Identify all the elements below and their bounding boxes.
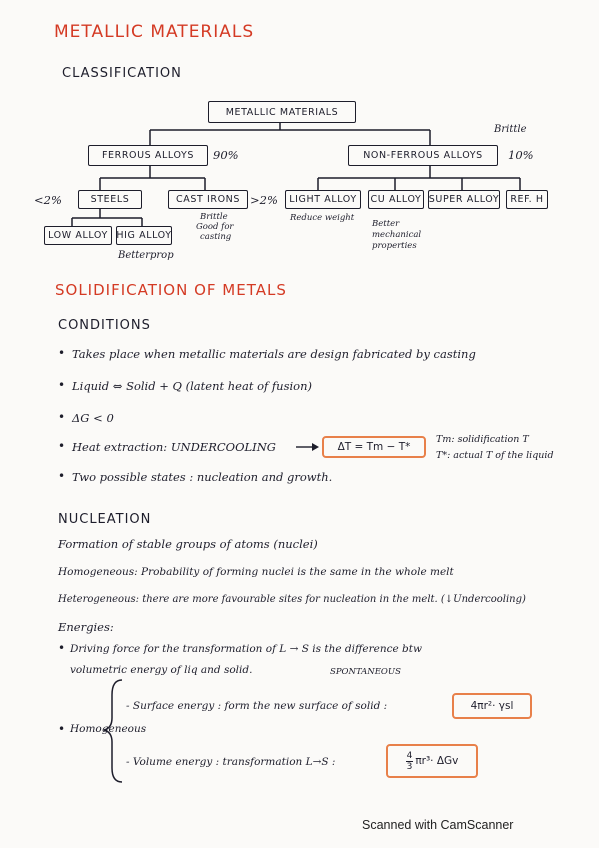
bullet-dot: • [58,641,66,655]
nucleation-definition: Formation of stable groups of atoms (nuclei) [58,537,318,551]
ref-node: REF. H [506,190,548,209]
cast-note-1: Brittle [200,212,228,222]
undercooling-formula-box: ΔT = Tm − T* [322,436,426,458]
bullet-dot: • [58,439,66,453]
super-alloy-node: SUPER ALLOY [428,190,500,209]
bullet-dot: • [58,378,66,392]
volume-energy-formula-box [386,744,478,778]
condition-2: Liquid ⇔ Solid + Q (latent heat of fusion) [72,379,312,393]
heterogeneous-definition: Heterogeneous: there are more favourable sites for nucleation in the melt. (↓Undercooling) [58,594,526,605]
volume-energy: - Volume energy : transformation L→S : [126,756,336,768]
bullet-dot: • [58,722,66,736]
condition-1: Takes place when metallic materials are design fabricated by casting [72,347,476,361]
bullet-dot: • [58,346,66,360]
tm-note: Tm: solidification T [436,434,529,445]
volume-energy-formula: πr³· ΔGv [415,755,459,767]
scanner-watermark: Scanned with CamScanner [362,818,514,832]
homogeneous-label: Homogeneous [70,723,147,735]
cu-note-1: Better [372,219,400,229]
driving-force-1: Driving force for the transformation of L → S is the difference btw [70,643,422,655]
classification-heading: CLASSIFICATION [62,66,182,81]
cast-irons-node: CAST IRONS [168,190,248,209]
light-alloy-node: LIGHT ALLOY [285,190,361,209]
surface-energy-formula: 4πr²· γsl [452,693,532,719]
ferrous-node: FERROUS ALLOYS [88,145,208,166]
tstar-note: T*: actual T of the liquid [436,450,554,461]
energies-heading: Energies: [58,620,114,634]
low-alloy-node: LOW ALLOY [44,226,112,245]
steels-node: STEELS [78,190,142,209]
homogeneous-definition: Homogeneous: Probability of forming nuclei is the same in the whole melt [58,566,454,578]
four-thirds-fraction [406,751,414,772]
surface-energy: - Surface energy : form the new surface of solid : [126,700,388,712]
cu-note-2: mechanical [372,230,422,240]
page-title: METALLIC MATERIALS [54,22,255,42]
driving-force-2: volumetric energy of liq and solid. [70,664,253,676]
better-props-note: Betterprop [118,250,174,261]
nonferrous-node: NON-FERROUS ALLOYS [348,145,498,166]
root-node: METALLIC MATERIALS [208,101,356,123]
condition-4: Heat extraction: UNDERCOOLING [72,440,276,454]
brittle-label: Brittle [494,124,527,135]
cast-percent: >2% [250,193,278,207]
condition-5: Two possible states : nucleation and growth. [72,470,333,484]
conditions-heading: CONDITIONS [58,318,151,333]
spontaneous-label: SPONTANEOUS [330,667,401,677]
steels-percent: <2% [34,193,62,207]
ferrous-percent: 90% [213,148,239,162]
cast-note-2: Good for [196,222,234,232]
light-alloy-note: Reduce weight [290,213,355,223]
fraction-denominator: 3 [406,761,413,772]
fraction-numerator: 4 [406,750,413,761]
cast-note-3: casting [200,232,232,242]
nonferrous-percent: 10% [508,148,534,162]
nucleation-heading: NUCLEATION [58,512,152,527]
bullet-dot: • [58,410,66,424]
solidification-title: SOLIDIFICATION OF METALS [55,281,287,299]
cu-note-3: properties [372,241,417,251]
bullet-dot: • [58,469,66,483]
condition-3: ΔG < 0 [72,411,114,425]
cu-alloy-node: CU ALLOY [368,190,424,209]
high-alloy-node: HIG ALLOY [116,226,172,245]
